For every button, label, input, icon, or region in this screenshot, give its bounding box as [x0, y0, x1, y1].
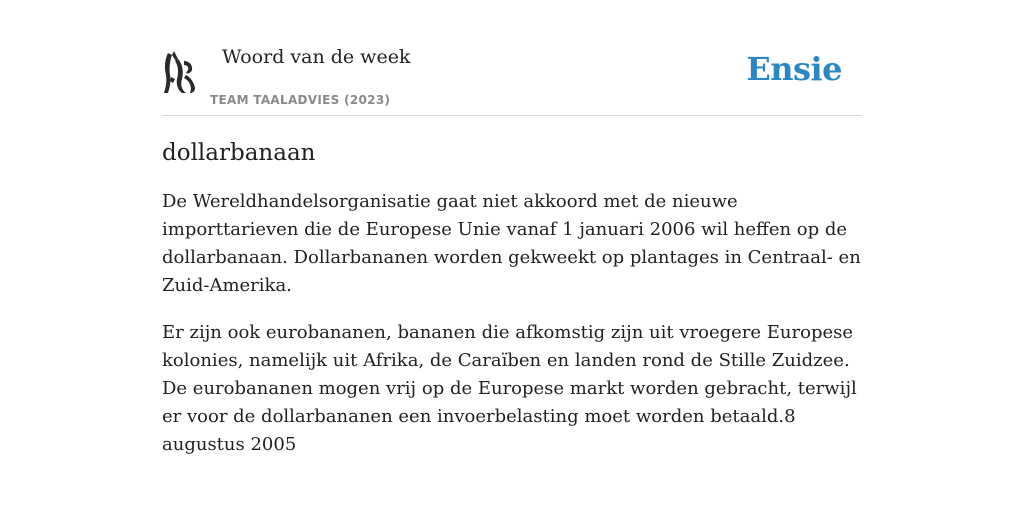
section-title: Woord van de week [222, 46, 411, 68]
card-header [162, 40, 862, 116]
ensie-brand-link[interactable]: Ensie [746, 50, 842, 88]
entry-paragraph: De Wereldhandelsorganisatie gaat niet akkoord met de nieuwe importtarieven die de Europese Unie vanaf 1 januari 2006 wil heffen op de dollarbanaan. Dollarbananen worden gekweekt op plantages in Centraal- en Zuid-Amerika. [162, 191, 861, 296]
word-of-the-week-card [162, 40, 862, 459]
flemish-lion-logo-icon [162, 49, 198, 95]
entry-paragraph: Er zijn ook eurobananen, bananen die afkomstig zijn uit vroegere Europese kolonies, namelijk uit Afrika, de Caraïben en landen rond de Stille Zuidzee. De eurobananen mogen vrij op de Europese markt worden gebracht, terwijl er voor de dollarbananen een invoerbelasting moet worden betaald.8 augustus 2005 [162, 322, 857, 455]
entry-word: dollarbanaan [162, 140, 316, 166]
author-byline: TEAM TAALADVIES (2023) [210, 93, 391, 107]
